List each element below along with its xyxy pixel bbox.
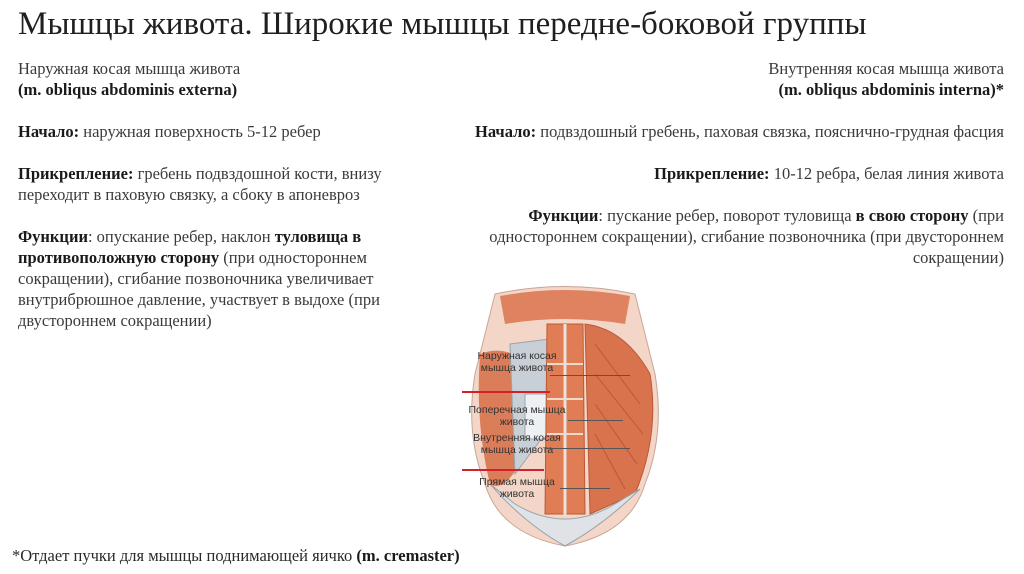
label-internal-oblique: Внутренняя косая мышца живота — [473, 432, 561, 456]
functions-text: : пускание ребер, поворот туловища — [598, 206, 856, 225]
external-oblique-heading: Наружная косая мышца живота — [18, 59, 241, 78]
internal-oblique-underline — [462, 469, 544, 471]
chest-muscle — [500, 290, 630, 324]
origin-label: Начало: — [18, 122, 80, 141]
external-oblique-column — [18, 58, 448, 331]
footnote-latin: (m. cremaster) — [356, 546, 460, 565]
external-oblique-latin: (m. obliqus abdominis externa) — [18, 80, 238, 99]
label-transverse: Поперечная мышца живота — [468, 404, 566, 428]
footnote — [12, 545, 460, 566]
functions-label: Функции — [528, 206, 599, 225]
functions-emphasis: в свою сторону — [855, 206, 969, 225]
functions-text-cont: (при одностороннем сокращении), сгибание позвоночника увеличивает внутрибрюшное давление, участвует в выдохе (при двустороннем сокращении) — [18, 248, 380, 330]
leader-transverse — [568, 420, 623, 421]
origin-text: наружная поверхность 5-12 ребер — [79, 122, 321, 141]
external-oblique-origin — [18, 121, 448, 142]
functions-text: : опускание ребер, наклон — [87, 227, 275, 246]
internal-oblique-insertion — [444, 163, 1004, 184]
origin-text: подвздошный гребень, паховая связка, пояснично-грудная фасция — [536, 122, 1004, 141]
footnote-text: *Отдает пучки для мышцы поднимающей яичко — [12, 546, 357, 565]
label-external-oblique: Наружная косая мышца живота — [477, 350, 557, 374]
leader-external — [550, 375, 630, 376]
internal-oblique-heading: Внутренняя косая мышца живота — [768, 59, 1004, 78]
insertion-label: Прикрепление: — [18, 164, 134, 183]
functions-emphasis: туловища в противоположную сторону — [18, 227, 362, 267]
external-oblique-underline — [462, 391, 550, 393]
page-title: Мышцы живота. Широкие мышцы передне-боковой группы — [18, 6, 867, 42]
label-rectus: Прямая мышца живота — [479, 476, 555, 500]
insertion-label: Прикрепление: — [654, 164, 770, 183]
external-oblique-functions — [18, 226, 448, 331]
external-oblique-insertion — [18, 163, 448, 205]
functions-text-cont: (при одностороннем сокращении), сгибание позвоночника (при двустороннем сокращении) — [489, 206, 1004, 267]
leader-internal — [545, 448, 630, 449]
internal-oblique-origin — [444, 121, 1004, 142]
internal-oblique-column — [444, 58, 1004, 268]
insertion-text: 10-12 ребра, белая линия живота — [769, 164, 1004, 183]
internal-oblique-functions — [444, 205, 1004, 268]
leader-rectus — [560, 488, 610, 489]
functions-label: Функции — [18, 227, 88, 246]
origin-label: Начало: — [475, 122, 537, 141]
internal-oblique-latin: (m. obliqus abdominis interna)* — [778, 80, 1004, 99]
insertion-text: гребень подвздошной кости, внизу переходит в паховую связку, а сбоку в апоневроз — [18, 164, 382, 204]
